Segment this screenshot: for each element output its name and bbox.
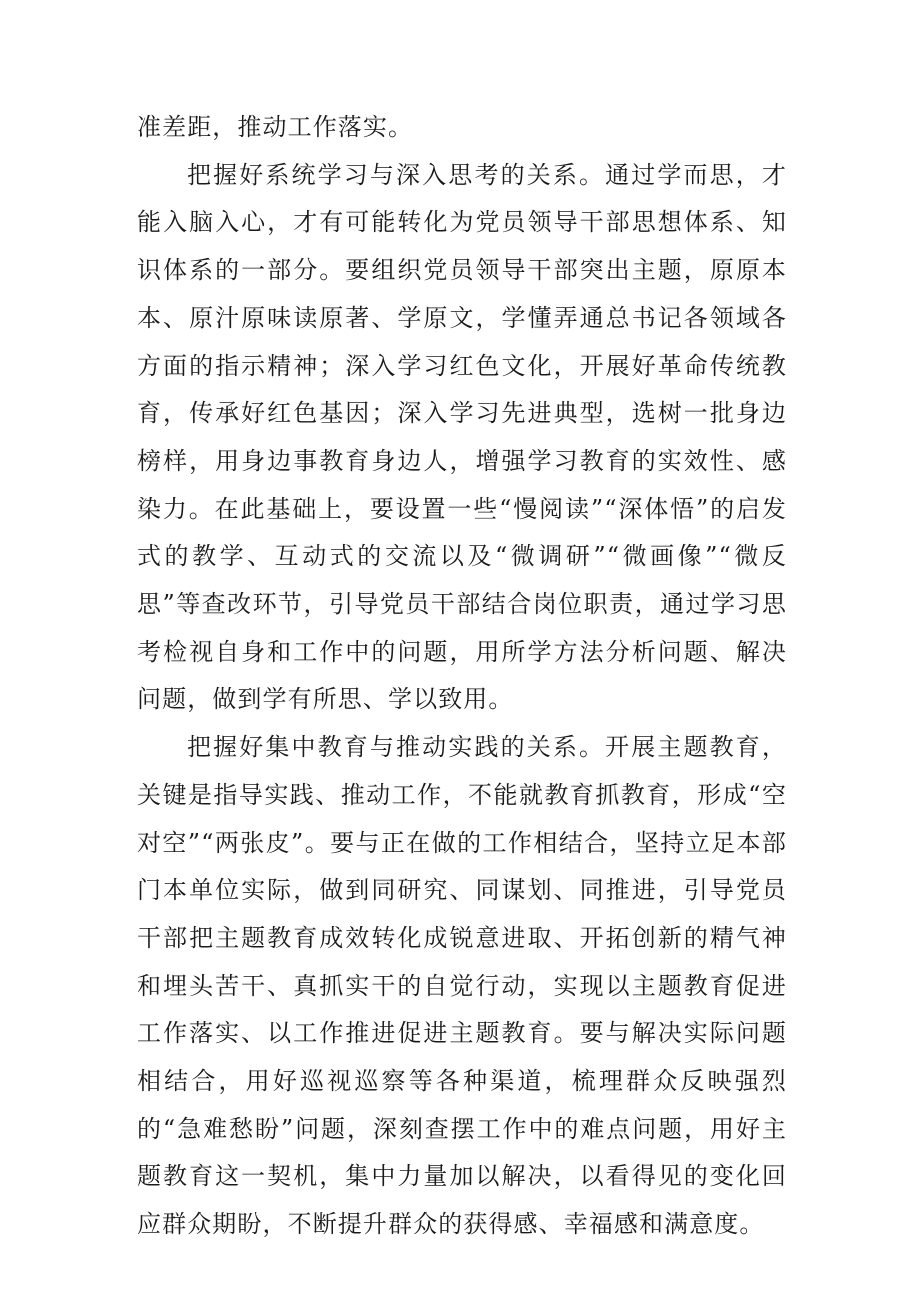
paragraph-study-and-thinking: 把握好系统学习与深入思考的关系。通过学而思，才能入脑入心，才有可能转化为党员领导干部思想体系、知识体系的一部分。要组织党员领导干部突出主题，原原本本、原汁原味读原著、学原文，学懂弄通总书记各领域各方面的指示精神；深入学习红色文化，开展好革命传统教育，传承好红色基因；深入学习先进典型，选树一批身边榜样，用身边事教育身边人，增强学习教育的实效性、感染力。在此基础上，要设置一些“慢阅读”“深体悟”的启发式的教学、互动式的交流以及“微调研”“微画像”“微反思”等查改环节，引导党员干部结合岗位职责，通过学习思考检视自身和工作中的问题，用所学方法分析问题、解决问题，做到学有所思、学以致用。 [137,160,787,714]
paragraph-education-and-practice: 把握好集中教育与推动实践的关系。开展主题教育，关键是指导实践、推动工作，不能就教育抓教育，形成“空对空”“两张皮”。要与正在做的工作相结合，坚持立足本部门本单位实际，做到同研究、同谋划、同推进，引导党员干部把主题教育成效转化成锐意进取、开拓创新的精气神和埋头苦干、真抓实干的自觉行动，实现以主题教育促进工作落实、以工作推进促进主题教育。要与解决实际问题相结合，用好巡视巡察等各种渠道，梳理群众反映强烈的“急难愁盼”问题，深刻查摆工作中的难点问题，用好主题教育这一契机，集中力量加以解决，以看得见的变化回应群众期盼，不断提升群众的获得感、幸福感和满意度。 [137,733,787,1239]
document-body [137,104,787,1249]
paragraph-continuation: 准差距，推动工作落实。 [137,113,414,141]
